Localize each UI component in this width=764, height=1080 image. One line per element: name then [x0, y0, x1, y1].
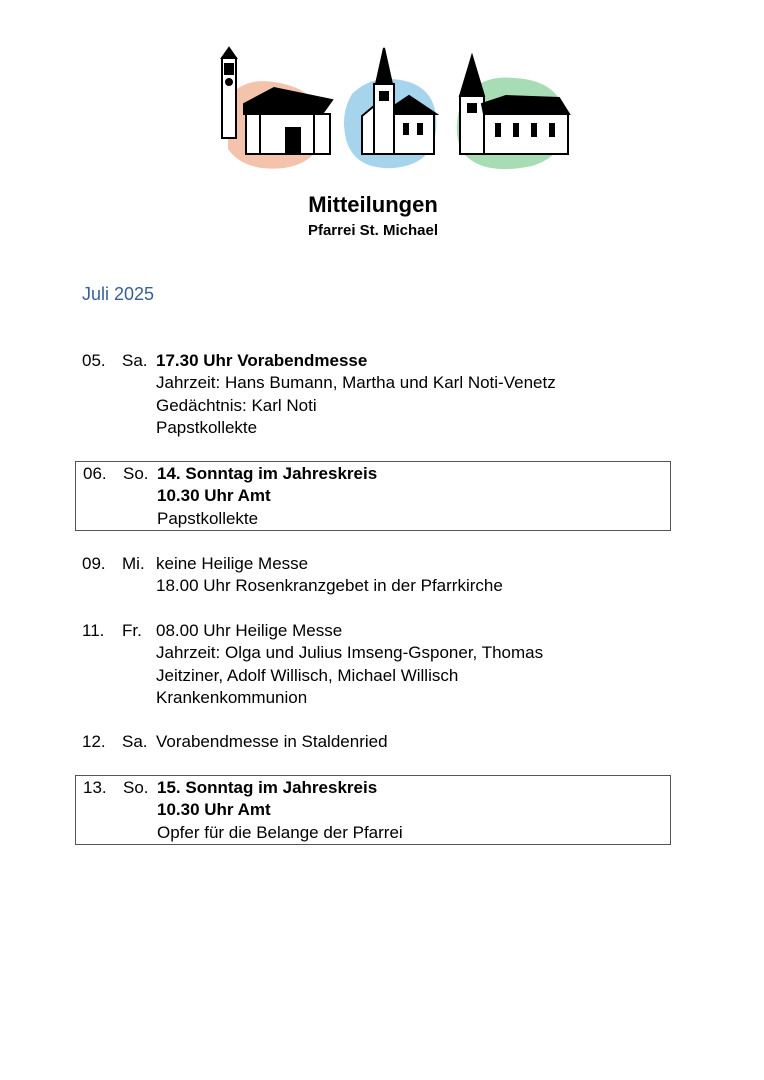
entry-line: 15. Sonntag im Jahreskreis: [157, 778, 378, 797]
entry-line: Krankenkommunion: [156, 687, 308, 707]
entry-line: Jahrzeit: Hans Bumann, Martha und Karl Noti-Venetz: [156, 373, 556, 393]
entry-line: 17.30 Uhr Vorabendmesse: [156, 351, 368, 370]
schedule-entry: [75, 731, 671, 753]
three-churches-logo: [214, 44, 574, 174]
entry-line: keine Heilige Messe: [156, 554, 309, 573]
entry-weekday: So.: [123, 464, 149, 483]
entry-line: 08.00 Uhr Heilige Messe: [156, 621, 343, 640]
entry-day: 11.: [82, 621, 105, 640]
schedule-entry-boxed: [75, 461, 671, 531]
entry-line: Vorabendmesse in Staldenried: [156, 732, 388, 751]
entry-line: Gedächtnis: Karl Noti: [156, 395, 317, 415]
entry-day: 05.: [82, 351, 106, 370]
entry-day: 09.: [82, 554, 106, 573]
entry-weekday: So.: [123, 778, 149, 797]
entry-line: 10.30 Uhr Amt: [157, 800, 271, 820]
entry-day: 12.: [82, 732, 106, 751]
entry-weekday: Fr.: [122, 621, 142, 640]
entry-day: 13.: [83, 778, 107, 797]
entry-weekday: Mi.: [122, 554, 145, 573]
old-church-icon: [460, 56, 569, 154]
entry-line: Jahrzeit: Olga und Julius Imseng-Gsponer, Thomas: [156, 643, 544, 663]
entry-line: 10.30 Uhr Amt: [157, 486, 271, 506]
schedule-entry-boxed: [75, 775, 671, 845]
page-title: Mitteilungen: [308, 192, 438, 217]
entry-line: Opfer für die Belange der Pfarrei: [157, 822, 403, 842]
schedule-entry: [75, 350, 671, 439]
schedule-entry: [75, 620, 671, 709]
schedule-entry: [75, 553, 671, 598]
entry-weekday: Sa.: [122, 732, 148, 751]
entry-day: 06.: [83, 464, 107, 483]
entry-line: 18.00 Uhr Rosenkranzgebet in der Pfarrkirche: [156, 576, 503, 596]
page-subtitle: Pfarrei St. Michael: [307, 222, 439, 239]
entry-line: Papstkollekte: [157, 508, 259, 528]
entry-line: 14. Sonntag im Jahreskreis: [157, 464, 378, 483]
entry-weekday: Sa.: [122, 351, 148, 370]
month-heading: Juli 2025: [82, 284, 155, 304]
entry-line: Jeitziner, Adolf Willisch, Michael Willisch: [156, 665, 459, 685]
entry-line: Papstkollekte: [156, 417, 258, 437]
